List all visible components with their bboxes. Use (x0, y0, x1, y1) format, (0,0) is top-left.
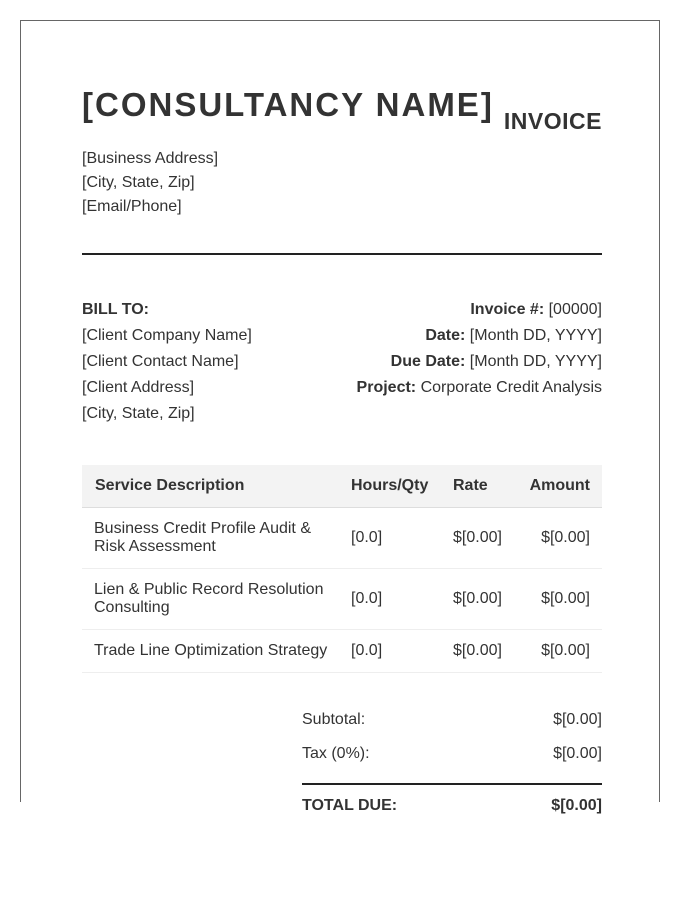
table-header-row (82, 465, 602, 508)
service-description: Trade Line Optimization Strategy (82, 630, 343, 673)
service-rate: $[0.00] (445, 508, 521, 569)
client-contact-name: [Client Contact Name] (82, 353, 239, 370)
services-table (82, 465, 602, 673)
subtotal-value: $[0.00] (553, 711, 602, 728)
invoice-number-row (357, 297, 602, 323)
company-city-line: [City, State, Zip] (82, 174, 195, 191)
client-city: [City, State, Zip] (82, 405, 195, 422)
column-header-description: Service Description (82, 465, 343, 508)
service-rate: $[0.00] (445, 569, 521, 630)
due-date-row (357, 349, 602, 375)
column-header-rate: Rate (445, 465, 521, 508)
invoice-title: INVOICE (503, 108, 602, 134)
service-qty: [0.0] (343, 508, 445, 569)
totals-block (302, 705, 602, 817)
total-due-value: $[0.00] (551, 797, 602, 814)
total-due-row (302, 795, 602, 817)
totals-divider (302, 783, 602, 785)
invoice-date-value: [Month DD, YYYY] (469, 327, 602, 344)
project-label: Project: (356, 379, 417, 396)
table-row (82, 508, 602, 569)
invoice-page (20, 20, 660, 814)
company-address-line: [Business Address] (82, 150, 219, 167)
column-header-hours: Hours/Qty (343, 465, 445, 508)
company-name: [CONSULTANCY NAME] (82, 86, 494, 123)
service-amount: $[0.00] (521, 508, 602, 569)
invoice-number-label: Invoice #: (470, 301, 545, 318)
client-address: [Client Address] (82, 379, 195, 396)
table-row (82, 569, 602, 630)
invoice-date-row (357, 323, 602, 349)
subtotal-label: Subtotal: (302, 711, 366, 728)
due-date-label: Due Date: (390, 353, 466, 370)
service-description: Lien & Public Record Resolution Consulting (82, 569, 343, 630)
table-row (82, 630, 602, 673)
bill-to-block (82, 297, 252, 427)
company-contact-line: [Email/Phone] (82, 198, 182, 215)
service-qty: [0.0] (343, 569, 445, 630)
service-amount: $[0.00] (521, 630, 602, 673)
tax-row (302, 739, 602, 773)
column-header-amount: Amount (521, 465, 602, 508)
due-date-value: [Month DD, YYYY] (469, 353, 602, 370)
service-qty: [0.0] (343, 630, 445, 673)
subtotal-row (302, 705, 602, 739)
invoice-date-label: Date: (425, 327, 466, 344)
service-description: Business Credit Profile Audit & Risk Assessment (82, 508, 343, 569)
company-address-block (82, 147, 218, 219)
bill-to-label: BILL TO: (82, 301, 149, 318)
tax-value: $[0.00] (553, 745, 602, 762)
tax-label: Tax (0%): (302, 745, 370, 762)
service-rate: $[0.00] (445, 630, 521, 673)
service-amount: $[0.00] (521, 569, 602, 630)
total-due-label: TOTAL DUE: (302, 797, 398, 814)
client-company-name: [Client Company Name] (82, 327, 252, 344)
header-divider (82, 253, 602, 255)
project-row (357, 375, 602, 401)
invoice-meta-block (357, 297, 602, 401)
invoice-number-value: [00000] (548, 301, 602, 318)
project-value: Corporate Credit Analysis (420, 379, 602, 396)
